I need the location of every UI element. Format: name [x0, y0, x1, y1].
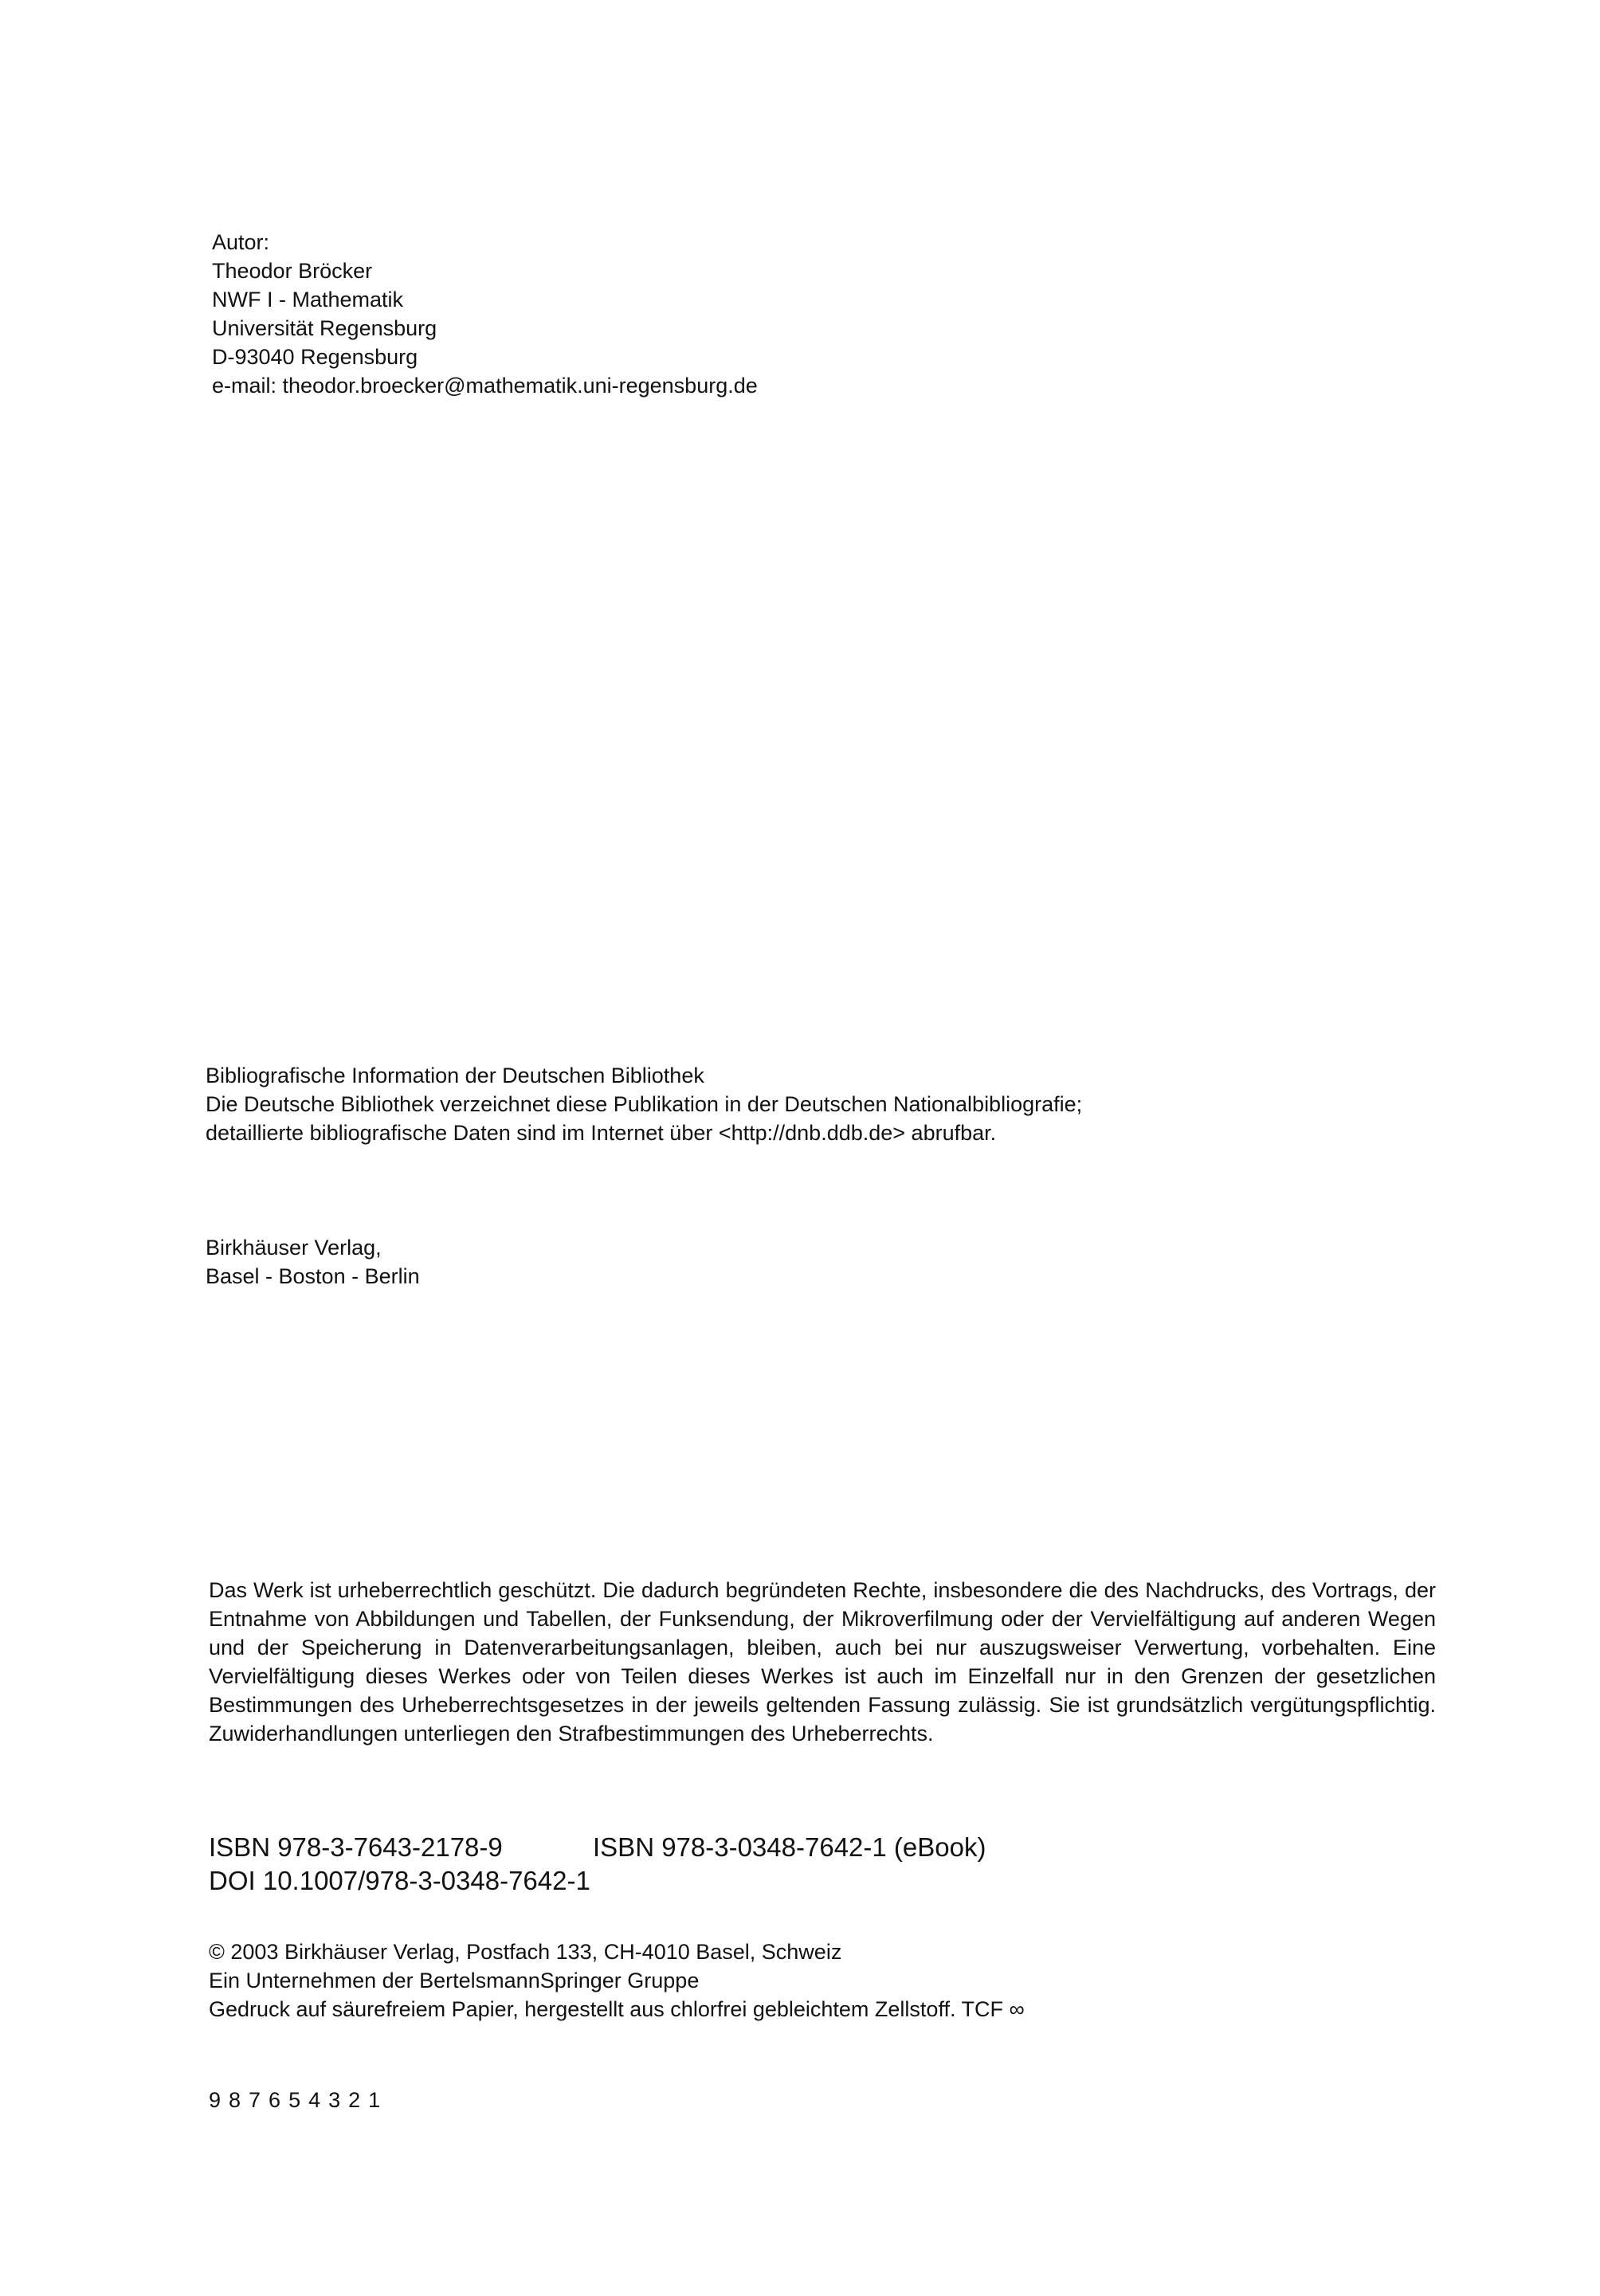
isbn-ebook: ISBN 978-3-0348-7642-1 (eBook) — [593, 1832, 986, 1862]
author-department: NWF I - Mathematik — [212, 288, 404, 311]
isbn-print: ISBN 978-3-7643-2178-9 — [209, 1832, 503, 1862]
isbn-row — [209, 1831, 986, 1864]
paper-info: Gedruck auf säurefreiem Papier, hergestellt aus chlorfrei gebleichtem Zellstoff. TCF ∞ — [209, 1997, 1025, 2021]
publisher-cities: Basel - Boston - Berlin — [206, 1264, 420, 1288]
author-email: e-mail: theodor.broecker@mathematik.uni-regensburg.de — [212, 374, 758, 398]
publisher-info-block — [209, 1937, 1025, 2024]
bibliographic-line-1: Die Deutsche Bibliothek verzeichnet diese Publikation in der Deutschen Nationalbibliografie; — [206, 1092, 1083, 1116]
bibliographic-heading: Bibliografische Information der Deutschen Bibliothek — [206, 1064, 704, 1087]
copyright-notice: Das Werk ist urheberrechtlich geschützt. Die dadurch begründeten Rechte, insbesondere die des Nachdrucks, des Vortrags, der Entnahme von Abbildungen und Tabellen, der Funksendung, der Mikroverfilmung oder der Vervielfältigung auf anderen Wegen und der Speicherung in Datenverarbeitungsanlagen, bleiben, auch bei nur auszugsweiser Verwertung, vorbehalten. Eine Vervielfältigung dieses Werkes oder von Teilen dieses Werkes ist auch im Einzelfall nur in den Grenzen der gesetzlichen Bestimmungen des Urheberrechtsgesetzes in der jeweils geltenden Fassung zulässig. Sie ist grundsätzlich vergütungspflichtig. Zuwiderhandlungen unterliegen den Strafbestimmungen des Urheberrechts. — [209, 1578, 1436, 1746]
bibliographic-line-2: detaillierte bibliografische Daten sind im Internet über <http://dnb.ddb.de> abrufbar. — [206, 1121, 997, 1145]
isbn-block — [209, 1831, 986, 1898]
publisher-block — [206, 1233, 420, 1291]
bibliographic-info-block — [206, 1061, 1082, 1147]
author-label: Autor: — [212, 230, 270, 254]
doi: DOI 10.1007/978-3-0348-7642-1 — [209, 1866, 590, 1895]
author-university: Universität Regensburg — [212, 316, 437, 340]
print-line: 987654321 — [209, 2088, 389, 2112]
publisher-group: Ein Unternehmen der BertelsmannSpringer Gruppe — [209, 1969, 700, 1992]
author-city: D-93040 Regensburg — [212, 345, 418, 369]
copyright-line: © 2003 Birkhäuser Verlag, Postfach 133, CH-4010 Basel, Schweiz — [209, 1940, 842, 1964]
author-name: Theodor Bröcker — [212, 259, 373, 283]
publisher-name: Birkhäuser Verlag, — [206, 1236, 382, 1260]
author-block — [212, 228, 758, 400]
